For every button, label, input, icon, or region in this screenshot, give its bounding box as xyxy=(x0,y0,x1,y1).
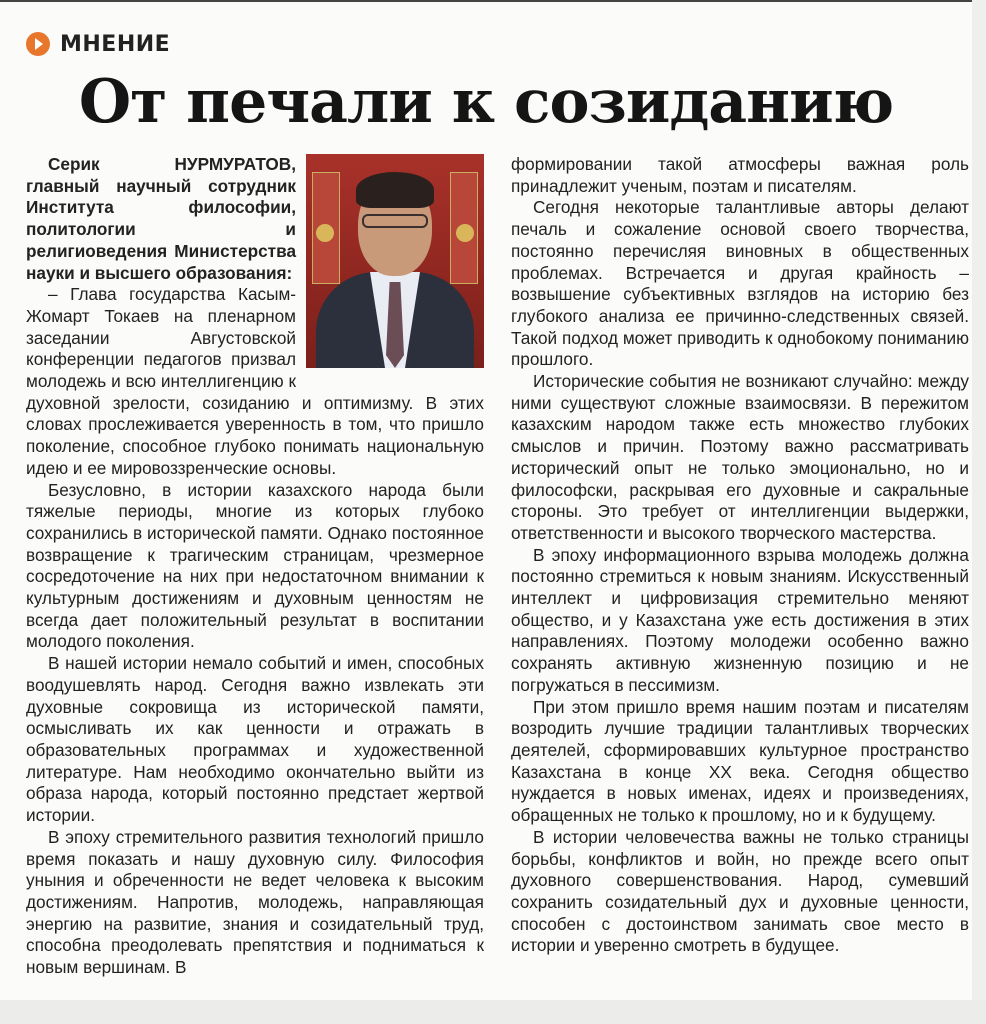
author-photo xyxy=(306,154,484,368)
author-position: главный научный сотрудник Института философии, политологии и религиоведения Министерства науки и высшего образования: xyxy=(26,175,296,283)
body-paragraph: При этом пришло время нашим поэтам и писателям возродить лучшие традиции талантливых творческих деятелей, сформировавших культурное пространство Казахстана в конце XX века. Сегодня общество нуждается в новых именах, идеях и произведениях, обращенных не только к прошлому, но и к будущему. xyxy=(511,696,969,826)
emblem-left-icon xyxy=(316,224,334,242)
body-paragraph: В нашей истории немало событий и имен, способных воодушевлять народ. Сегодня важно извлекать эти духовные сокровища из исторической памяти, осмысливать их как ценности и отражать в образовательных программах и художественной литературе. Нам необходимо окончательно выйти из образа народа, который постоянно предстает жертвой истории. xyxy=(26,653,484,826)
lead-paragraph: – Глава государства Касым-Жомарт Токаев на пленарном заседании Августовской конференции педагогов призвал молодежь и всю интеллигенцию к духовной зрелости, созиданию и оптимизму. В этих словах прослеживается уверенность в том, что пришло поколение, способное глубоко понимать национальную идею и ее мировоззренческие основы. xyxy=(26,284,484,478)
rubric xyxy=(26,30,170,58)
body-paragraph: Безусловно, в истории казахского народа были тяжелые периоды, многие из которых глубоко сохранились в исторической памяти. Однако постоянное возвращение к трагическим страницам, чрезмерное сосредоточение на них при недостаточном внимании к культурным достижениям и духовным ценностям не всегда дает положительный результат в воспитании молодого поколения. xyxy=(26,479,484,652)
continuation-paragraph: формировании такой атмосферы важная роль принадлежит ученым, поэтам и писателям. xyxy=(511,154,969,196)
play-circle-icon xyxy=(26,32,50,56)
portrait-glasses xyxy=(362,214,428,228)
rubric-label: МНЕНИЕ xyxy=(60,31,171,57)
article-headline: От печали к созиданию xyxy=(78,67,894,137)
page-edge xyxy=(972,0,986,1024)
portrait-hair xyxy=(356,172,434,208)
author-name: Серик НУРМУРАТОВ, xyxy=(48,154,296,174)
body-paragraph: В эпоху информационного взрыва молодежь должна постоянно стремиться к новым знаниям. Искусственный интеллект и цифровизация стремительно меняют общество, и у Казахстана уже есть достижения в этих направлениях. Поэтому молодежи особенно важно сохранять активную жизненную позицию и не погружаться в пессимизм. xyxy=(511,544,969,695)
emblem-right-icon xyxy=(456,224,474,242)
page-bottom-edge xyxy=(0,1000,986,1024)
body-paragraph: Исторические события не возникают случайно: между ними существуют сложные взаимосвязи. В пережитом казахским народом также есть множество глубоких смыслов и причин. Поэтому важно рассматривать исторический опыт не только эмоционально, но и философски, раскрывая его духовные и сакральные стороны. Это требует от интеллигенции выдержки, ответственности и высокого творческого мастерства. xyxy=(511,371,969,543)
body-paragraph: В эпоху стремительного развития технологий пришло время показать и нашу духовную силу. Философия уныния и обреченности не ведет человека к высоким достижениям. Напротив, молодежь, направляющая энергию на развитие, знания и созидательный труд, способна преодолевать препятствия и подниматься к новым вершинам. В xyxy=(26,826,484,978)
right-column xyxy=(511,154,969,957)
left-column xyxy=(26,154,484,979)
body-paragraph: В истории человечества важны не только страницы борьбы, конфликтов и войн, но прежде всего опыт духовного совершенствования. Народ, сумевший сохранить созидательный дух и духовные ценности, способен с достоинством занимать свое место в истории и уверенно смотреть в будущее. xyxy=(511,826,969,956)
body-paragraph: Сегодня некоторые талантливые авторы делают печаль и сожаление основой своего творчества, постоянно перечисляя виновных в общественных проблемах. Встречается и другая крайность – возвышение субъективных взглядов на историю без глубокого анализа ее причинно-следственных связей. Такой подход может приводить к однобокому пониманию прошлого. xyxy=(511,197,969,370)
